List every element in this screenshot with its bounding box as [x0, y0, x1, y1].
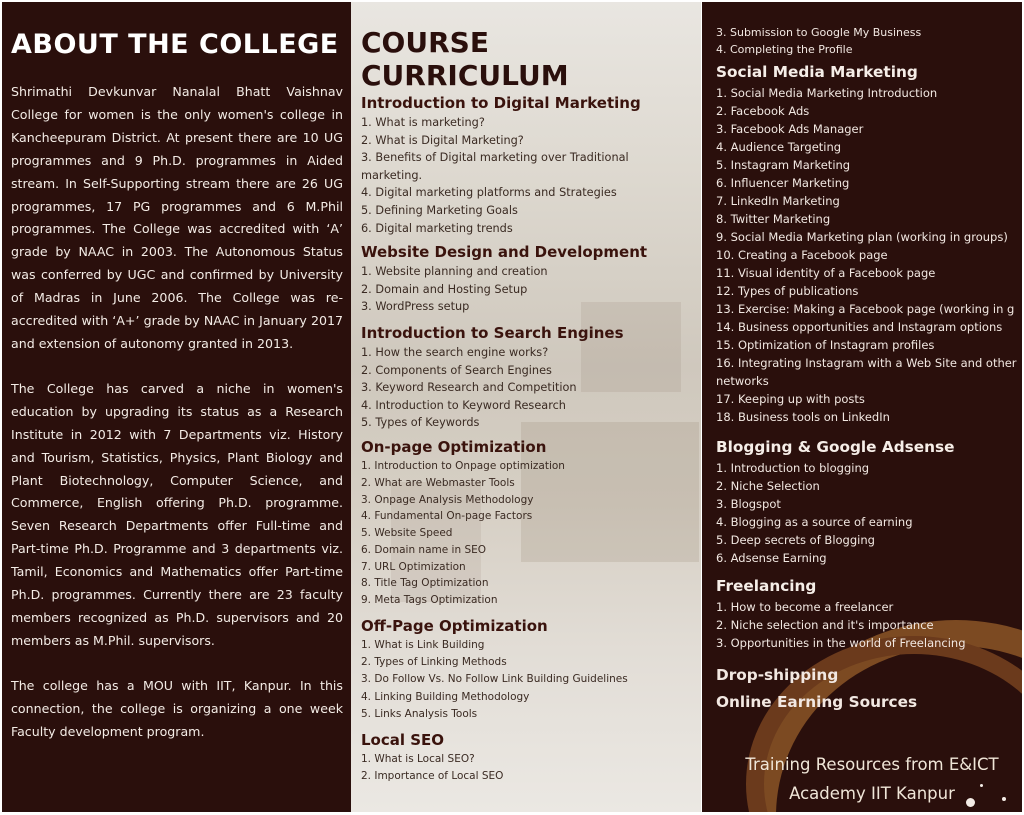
list-item: 3. WordPress setup: [361, 300, 470, 314]
list-item: 3. Submission to Google My Business: [716, 26, 922, 39]
list-item: 1. How to become a freelancer: [716, 600, 894, 614]
curriculum-panel: [351, 2, 701, 812]
list-item: 14. Business opportunities and Instagram options: [716, 320, 1003, 334]
list-item: 18. Business tools on LinkedIn: [716, 410, 890, 424]
local-seo-list: [361, 751, 693, 785]
list-item: 3. Keyword Research and Competition: [361, 381, 577, 395]
list-item: 15. Optimization of Instagram profiles: [716, 338, 935, 352]
footer-line-1: Training Resources from E&ICT: [745, 755, 999, 774]
list-item: 2. Niche Selection: [716, 479, 820, 493]
list-item: 3. Blogspot: [716, 497, 781, 511]
list-item: 5. Links Analysis Tools: [361, 707, 478, 720]
list-item: 4. Digital marketing platforms and Strategies: [361, 186, 617, 200]
list-item: 4. Linking Building Methodology: [361, 690, 530, 703]
right-panel: [702, 2, 1022, 812]
section-title-offpage: Off-Page Optimization: [361, 617, 548, 636]
about-paragraph-1: Shrimathi Devkunvar Nanalal Bhatt Vaishnav College for women is the only women's college in Kancheepuram District. At present there are 10 UG programmes and 9 Ph.D. programmes in Aided stream. In Self-Supporting stream there are 26 UG programmes, 17 PG programmes and 6 M.Phil programmes. The College was accredited with ‘A’ grade by NAAC in 2003. The Autonomous Status was conferred by UGC and confirmed by University of Madras in June 2006. The College was re-accredited with ‘A+’ grade by NAAC in January 2017 and extension of autonomy granted in 2013.: [11, 84, 343, 351]
list-item: 10. Creating a Facebook page: [716, 248, 888, 262]
about-paragraph-3: The college has a MOU with IIT, Kanpur. In this connection, the college is organizing a one week Faculty development program.: [11, 677, 343, 739]
offpage-list: [361, 637, 693, 723]
list-item: 3. Do Follow Vs. No Follow Link Building Guidelines: [361, 673, 628, 686]
decorative-dot: [980, 784, 983, 787]
decorative-dot: [966, 798, 975, 807]
section-title-search-engines: Introduction to Search Engines: [361, 323, 624, 342]
list-item: 1. What is Link Building: [361, 639, 485, 652]
section-title-digital-marketing: Introduction to Digital Marketing: [361, 94, 641, 112]
section-title-drop-shipping: Drop-shipping: [716, 666, 839, 684]
social-media-list: [716, 84, 1022, 426]
list-item: 2. Importance of Local SEO: [361, 770, 504, 783]
section-title-local-seo: Local SEO: [361, 731, 445, 750]
list-item: 5. Instagram Marketing: [716, 158, 851, 172]
list-item: 4. Completing the Profile: [716, 43, 853, 56]
freelancing-list: [716, 598, 1022, 652]
about-paragraph-2: The College has carved a niche in women's education by upgrading its status as a Research Institute in 2012 with 7 Departments viz. History and Tourism, Statistics, Physics, Plant Biology and Plant Biotechnology, Computer Science, and Commerce, English offering Ph.D. programme. Seven Research Departments offer Full-time and Part-time Ph.D. Programme and 3 departments viz. Tamil, Economics and Mathematics offer Part-time Ph.D. programmes. Currently there are 23 faculty members recognized as Ph.D. supervisors and 20 members as M.Phil. supervisors.: [11, 380, 343, 648]
list-item: 2. What is Digital Marketing?: [361, 133, 524, 147]
search-engines-list: [361, 344, 693, 432]
section-title-website-design: Website Design and Development: [361, 243, 648, 262]
list-item: 8. Twitter Marketing: [716, 212, 831, 226]
digital-marketing-list: [361, 114, 693, 237]
list-item: 12. Types of publications: [716, 284, 859, 298]
section-title-online-earning: Online Earning Sources: [716, 693, 918, 711]
list-item: 3. Onpage Analysis Methodology: [361, 493, 534, 506]
list-item: 8. Title Tag Optimization: [361, 577, 489, 590]
list-item: 5. Types of Keywords: [361, 416, 480, 430]
list-item: 6. Digital marketing trends: [361, 221, 513, 235]
decorative-dot: [1002, 797, 1006, 801]
list-item: 1. Introduction to Onpage optimization: [361, 459, 565, 472]
section-title-social-media: Social Media Marketing: [716, 63, 918, 81]
list-item: 3. Benefits of Digital marketing over Traditional marketing.: [361, 151, 629, 182]
list-item: 4. Introduction to Keyword Research: [361, 398, 566, 412]
about-panel: [2, 2, 351, 812]
list-item: 16. Integrating Instagram with a Web Site and other networks: [716, 356, 1017, 388]
list-item: 13. Exercise: Making a Facebook page (working in g: [716, 302, 1015, 316]
list-item: 7. LinkedIn Marketing: [716, 194, 840, 208]
list-item: 1. What is Local SEO?: [361, 753, 475, 766]
list-item: 3. Facebook Ads Manager: [716, 122, 864, 136]
list-item: 2. Facebook Ads: [716, 104, 810, 118]
list-item: 17. Keeping up with posts: [716, 392, 865, 406]
list-item: 2. Niche selection and it's importance: [716, 618, 934, 632]
list-item: 1. What is marketing?: [361, 116, 485, 129]
blogging-list: [716, 459, 1022, 567]
list-item: 4. Fundamental On-page Factors: [361, 510, 533, 523]
list-item: 1. Social Media Marketing Introduction: [716, 86, 938, 100]
list-item: 2. Components of Search Engines: [361, 363, 552, 377]
list-item: 5. Website Speed: [361, 527, 453, 540]
list-item: 9. Meta Tags Optimization: [361, 594, 498, 607]
list-item: 2. Domain and Hosting Setup: [361, 282, 528, 296]
list-item: 9. Social Media Marketing plan (working in groups): [716, 230, 1008, 244]
list-item: 2. Types of Linking Methods: [361, 656, 507, 669]
list-item: 2. What are Webmaster Tools: [361, 476, 515, 489]
section-title-blogging: Blogging & Google Adsense: [716, 438, 955, 456]
footer-line-2: Academy IIT Kanpur: [789, 784, 955, 803]
list-item: 5. Defining Marketing Goals: [361, 203, 518, 217]
list-item: 6. Influencer Marketing: [716, 176, 850, 190]
list-item: 7. URL Optimization: [361, 560, 466, 573]
local-seo-continued-list: [716, 24, 1022, 58]
list-item: 6. Adsense Earning: [716, 551, 827, 565]
about-title: ABOUT THE COLLEGE: [11, 29, 339, 60]
list-item: 4. Audience Targeting: [716, 140, 842, 154]
list-item: 4. Blogging as a source of earning: [716, 515, 913, 529]
list-item: 11. Visual identity of a Facebook page: [716, 266, 936, 280]
list-item: 6. Domain name in SEO: [361, 543, 487, 556]
curriculum-title: COURSE CURRICULUM: [361, 26, 569, 92]
list-item: 1. Website planning and creation: [361, 265, 548, 279]
list-item: 1. How the search engine works?: [361, 345, 549, 359]
section-title-freelancing: Freelancing: [716, 577, 817, 595]
section-title-onpage: On-page Optimization: [361, 437, 547, 456]
list-item: 1. Introduction to blogging: [716, 461, 870, 475]
list-item: 5. Deep secrets of Blogging: [716, 533, 875, 547]
list-item: 3. Opportunities in the world of Freelancing: [716, 636, 966, 650]
onpage-list: [361, 458, 693, 609]
website-design-list: [361, 263, 693, 316]
